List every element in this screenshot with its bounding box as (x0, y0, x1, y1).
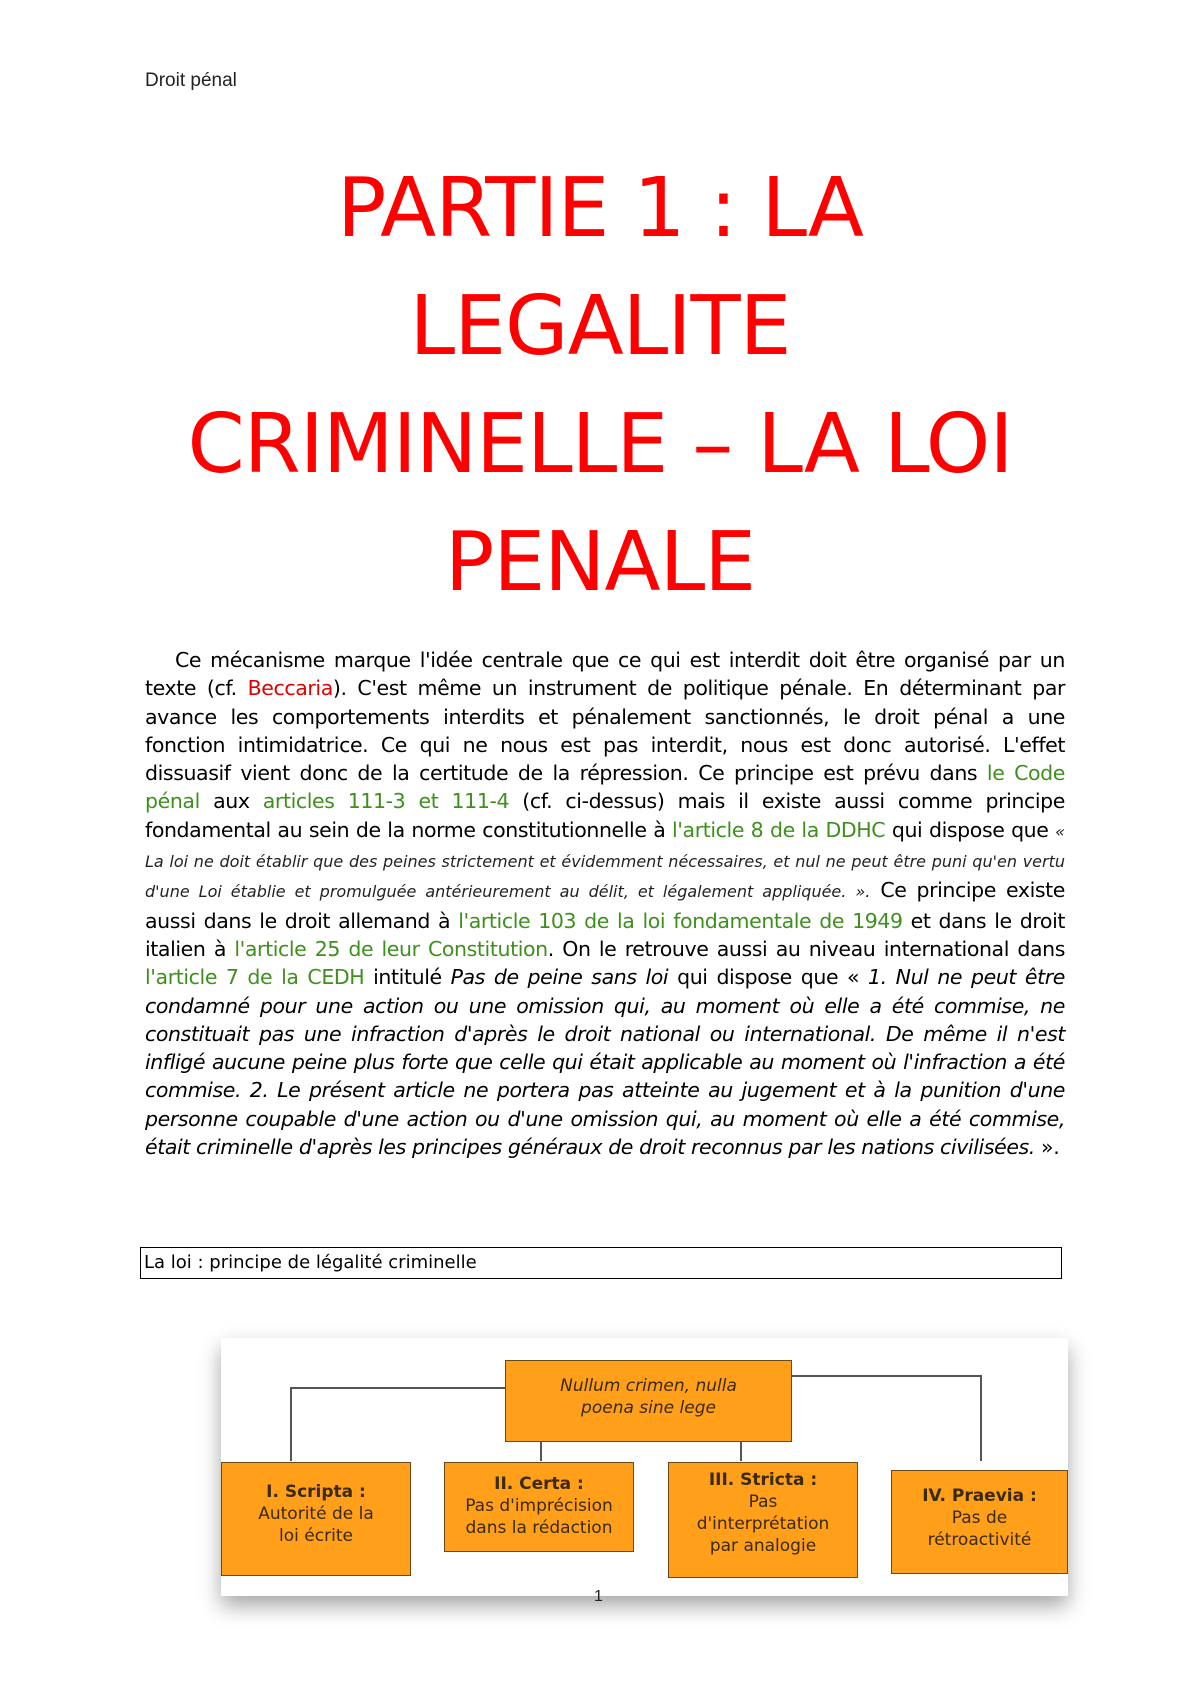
diagram-box-line: par analogie (709, 1536, 817, 1556)
text-run: Ce mécanisme marque l'idée centrale que ce qui est interdit doit être organisé par un texte (cf. (145, 648, 1065, 701)
cedh-title: Pas de peine sans loi (450, 965, 669, 990)
ddhc-quote: « La loi ne doit établir que des peines strictement et évidemment nécessaires, et nul ne peut être puni qu'en vertu d'une Loi établie et promulguée antérieurement au délit, et légalement appliquée. ». (145, 821, 1066, 902)
figure-caption: La loi : principe de légalité criminelle (140, 1247, 1062, 1279)
text-run: . On le retrouve aussi au niveau international dans (547, 936, 1065, 961)
reference-cedh: l'article 7 de la CEDH (145, 965, 365, 990)
text-run: ). C'est même un instrument de politique pénale. En déterminant par avance les comportements interdits et pénalement sanctionnés, le droit pénal a une fonction intimidatrice. Ce qui ne nous est pas interdit, nous est donc autorisé. L'effet dissuasif vient donc de la certitude de la répression. Ce principe est prévu dans (145, 676, 1066, 786)
connector-line (291, 1388, 511, 1461)
diagram-box-title: II. Certa : (494, 1474, 584, 1494)
diagram-box-line: Pas (748, 1492, 778, 1512)
title-line: LEGALITE (409, 279, 791, 374)
reference-code-penal: le Code pénal (145, 761, 1066, 814)
diagram-box-line: dans la rédaction (465, 1518, 613, 1538)
diagram-box-line: Pas de (951, 1508, 1008, 1528)
text-run: aux (199, 789, 263, 814)
diagram-box-praevia (891, 1470, 1068, 1574)
text-run: et dans le droit italien à (145, 908, 1065, 961)
text-run: qui dispose que (885, 817, 1056, 842)
page-header: Droit pénal (145, 70, 237, 91)
diagram-box-line: Autorité de la (258, 1504, 374, 1524)
title-line: CRIMINELLE – LA LOI (187, 397, 1013, 492)
page-number: 1 (594, 1588, 603, 1605)
page-title (130, 150, 1070, 622)
diagram-box-line: Pas d'imprécision (465, 1496, 613, 1516)
text-run: qui dispose que « (668, 965, 869, 990)
diagram-main-line: poena sine lege (581, 1398, 716, 1418)
text-run: (cf. ci-dessus) mais il existe aussi comme principe fondamental au sein de la norme constitutionnelle à (145, 789, 1065, 842)
diagram-box-line: d'interprétation (696, 1514, 830, 1534)
title-line: PENALE (444, 515, 756, 610)
diagram-box-main (505, 1360, 792, 1442)
text-run: intitulé (364, 965, 451, 990)
diagram-box-title: I. Scripta : (266, 1482, 366, 1502)
diagram-box-stricta (668, 1462, 858, 1578)
title-line: PARTIE 1 : LA (336, 161, 864, 256)
diagram-box-certa (444, 1462, 634, 1552)
body-paragraph (145, 646, 1065, 1161)
diagram-box-title: III. Stricta : (708, 1470, 818, 1490)
cedh-quote: 1. Nul ne peut être condamné pour une action ou une omission qui, au moment où elle a été commise, ne constituait pas une infraction d'après le droit national ou international. De même il n'est infligé aucune peine plus forte que celle qui était applicable au moment où l'infraction a été commise. 2. Le présent article ne portera pas atteinte au jugement et à la punition d'une personne coupable d'une action ou d'une omission qui, au moment où elle a été commise, était criminelle d'après les principes généraux de droit reconnus par les nations civilisées. (145, 965, 1066, 1160)
diagram-box-title: IV. Praevia : (922, 1486, 1037, 1506)
connector-line (788, 1376, 981, 1461)
reference-articles-111: articles 111-3 et 111-4 (262, 789, 510, 814)
text-run: ». (1034, 1135, 1060, 1160)
reference-constitution-italienne: l'article 25 de leur Constitution (234, 936, 548, 961)
text-run: Ce principe existe aussi dans le droit allemand à (145, 878, 1066, 933)
principles-diagram (221, 1338, 1068, 1596)
reference-loi-fondamentale: l'article 103 de la loi fondamentale de 1949 (458, 908, 903, 933)
diagram-box-line: rétroactivité (927, 1530, 1032, 1550)
reference-beccaria: Beccaria (247, 676, 333, 701)
diagram-box-scripta (221, 1462, 411, 1576)
diagram-box-line: loi écrite (279, 1526, 353, 1546)
reference-ddhc: l'article 8 de la DDHC (672, 817, 886, 842)
diagram-main-line: Nullum crimen, nulla (560, 1376, 737, 1396)
